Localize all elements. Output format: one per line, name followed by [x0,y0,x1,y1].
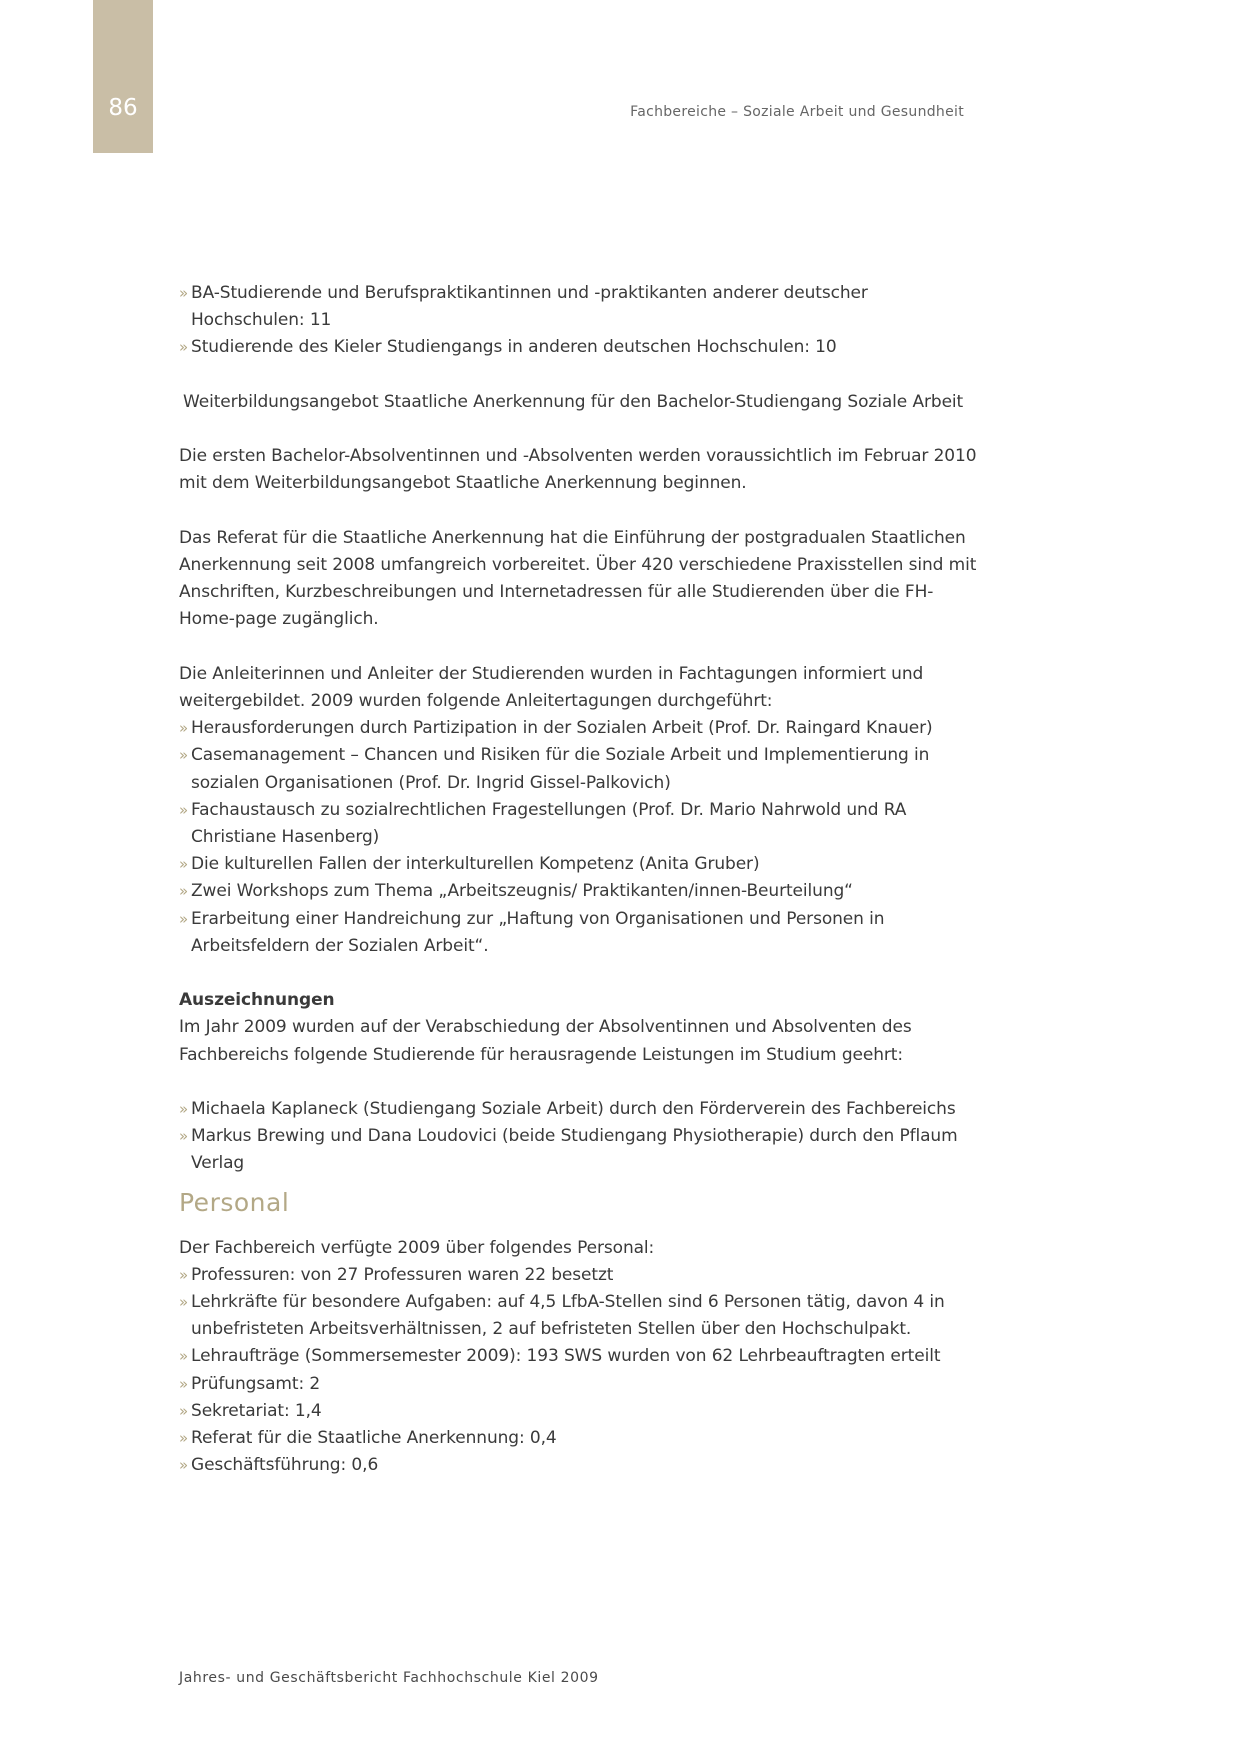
bullet-mark-icon: » [179,719,189,738]
list-top [179,280,979,362]
footer: Jahres- und Geschäftsbericht Fachhochschule Kiel 2009 [179,1670,599,1686]
bullet-mark-icon: » [179,1429,189,1448]
paragraph: Im Jahr 2009 wurden auf der Verabschiedung der Absolventinnen und Absolventen des Fachbereichs folgende Studierende für herausragende Leistungen im Studium geehrt: [179,1017,912,1065]
paragraph: Das Referat für die Staatliche Anerkennung hat die Einführung der postgradualen Staatlichen Anerkennung seit 2008 umfangreich vorbereitet. Über 420 verschiedene Praxisstellen sind mit Anschriften, Kurzbeschreibungen und Internetadressen für alle Studierenden über die FH-Home-page zugänglich. [179,527,977,630]
list-item: » Studierende des Kieler Studiengangs in anderen deutschen Hochschulen: 10 [179,334,979,361]
bullet-mark-icon: » [179,1401,189,1420]
list-item: » Zwei Workshops zum Thema „Arbeitszeugnis/ Praktikanten/innen-Beurteilung“ [179,878,979,905]
bullet-mark-icon: » [179,1374,189,1393]
list-awards [179,1096,979,1178]
list-item: » Sekretariat: 1,4 [179,1398,979,1425]
bullet-mark-icon: » [179,909,189,928]
section-heading-personal: Personal [179,1187,290,1217]
list-personal [179,1262,979,1480]
paragraph: Die ersten Bachelor-Absolventinnen und -Absolventen werden voraussichtlich im Februar 2010 mit dem Weiterbildungsangebot Staatliche Anerkennung beginnen. [179,446,977,494]
list-item: » Die kulturellen Fallen der interkulturellen Kompetenz (Anita Gruber) [179,851,979,878]
list-tagungen [179,715,979,960]
list-item: » Prüfungsamt: 2 [179,1371,979,1398]
running-header: Fachbereiche – Soziale Arbeit und Gesundheit [630,104,964,120]
list-item: » Markus Brewing und Dana Loudovici (beide Studiengang Physiotherapie) durch den Pflaum Verlag [179,1123,979,1177]
paragraph: Die Anleiterinnen und Anleiter der Studierenden wurden in Fachtagungen informiert und weitergebildet. 2009 wurden folgende Anleitertagungen durchgeführt: [179,663,924,711]
paragraph: Der Fachbereich verfügte 2009 über folgendes Personal: [179,1237,655,1258]
bullet-mark-icon: » [179,284,189,302]
list-item: » Michaela Kaplaneck (Studiengang Soziale Arbeit) durch den Förderverein des Fachbereichs [179,1096,979,1123]
main-content [179,280,979,1479]
bullet-mark-icon: » [179,1347,189,1366]
list-item: » Lehraufträge (Sommersemester 2009): 193 SWS wurden von 62 Lehrbeauftragten erteilt [179,1343,979,1370]
bullet-mark-icon: » [179,1293,189,1312]
bullet-mark-icon: » [179,1456,189,1475]
list-item: » Referat für die Staatliche Anerkennung: 0,4 [179,1425,979,1452]
list-item: » Erarbeitung einer Handreichung zur „Haftung von Organisationen und Personen in Arbeitsfeldern der Sozialen Arbeit“. [179,906,979,960]
page-number-tab [93,0,153,153]
bullet-mark-icon: » [179,882,189,901]
list-item: » Professuren: von 27 Professuren waren 22 besetzt [179,1262,979,1289]
list-item: » Casemanagement – Chancen und Risiken für die Soziale Arbeit und Implementierung in sozialen Organisationen (Prof. Dr. Ingrid Gissel-Palkovich) [179,742,979,796]
bullet-mark-icon: » [179,746,189,765]
list-item: » Geschäftsführung: 0,6 [179,1452,979,1479]
bullet-mark-icon: » [179,1265,189,1284]
bullet-mark-icon: » [179,855,189,874]
bullet-mark-icon: » [179,800,189,819]
bullet-mark-icon: » [179,338,189,357]
list-item: » Herausforderungen durch Partizipation in der Sozialen Arbeit (Prof. Dr. Raingard Knauer) [179,715,979,742]
subheading: Weiterbildungsangebot Staatliche Anerkennung für den Bachelor-Studiengang Soziale Arbeit [183,391,964,412]
list-item: » Fachaustausch zu sozialrechtlichen Fragestellungen (Prof. Dr. Mario Nahrwold und RA Christiane Hasenberg) [179,797,979,851]
bullet-mark-icon: » [179,1127,189,1146]
list-item: » Lehrkräfte für besondere Aufgaben: auf 4,5 LfbA-Stellen sind 6 Personen tätig, davon 4 in unbefristeten Arbeitsverhältnissen, 2 auf befristeten Stellen über den Hochschulpakt. [179,1289,979,1343]
list-item: » BA-Studierende und Berufspraktikantinnen und -praktikanten anderer deutscher Hochschulen: 11 [179,280,979,334]
page-number: 86 [108,95,138,121]
awards-heading: Auszeichnungen [179,990,335,1011]
bullet-mark-icon: » [179,1100,189,1118]
